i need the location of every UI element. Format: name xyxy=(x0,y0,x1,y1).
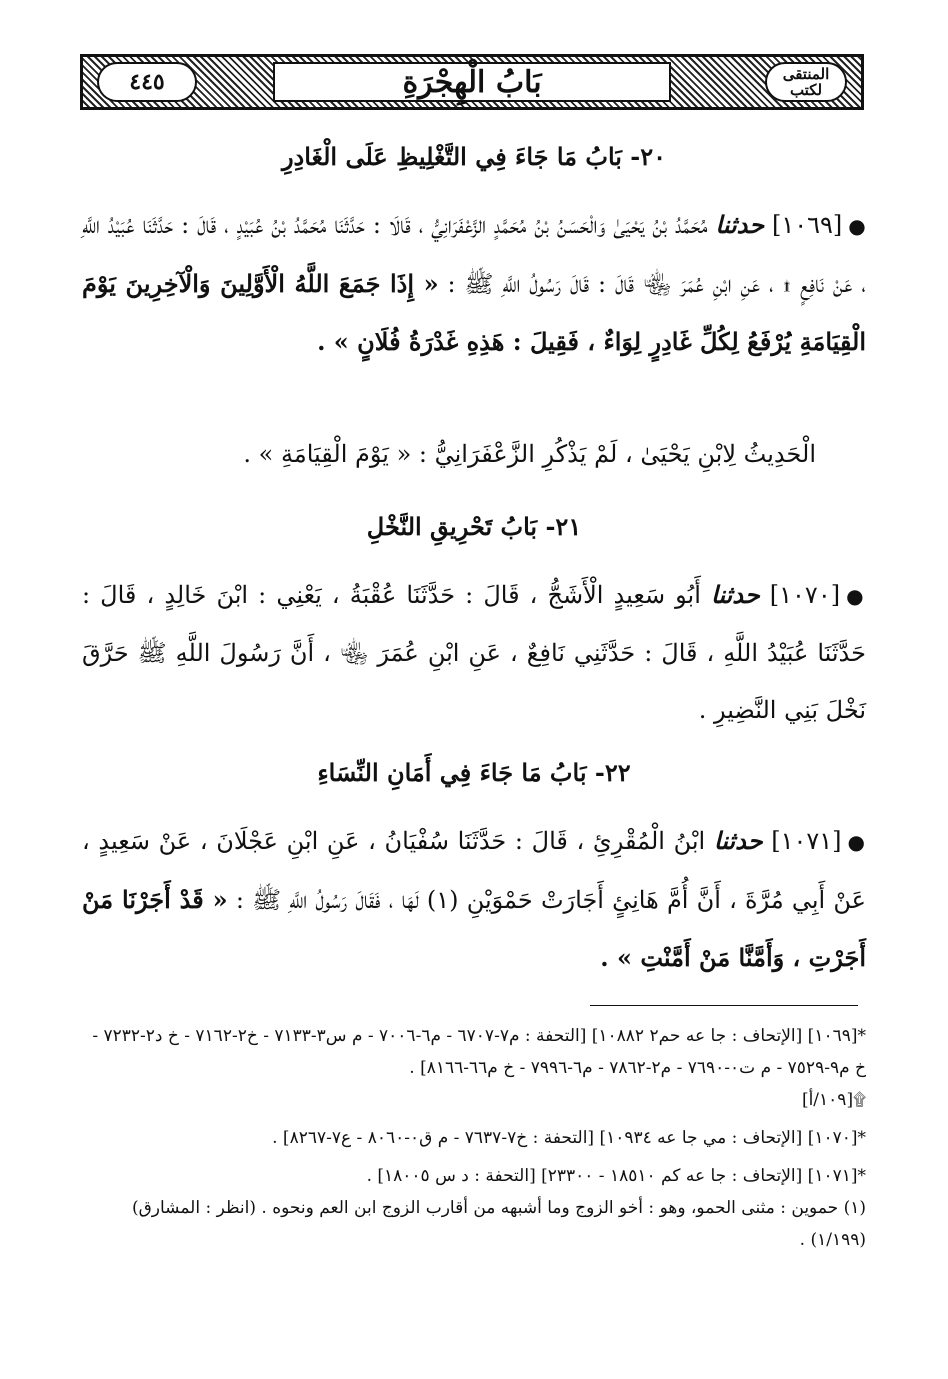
page-number: ٤٤٥ xyxy=(97,62,197,102)
chapter-heading-22: ٢٢- بَابُ مَا جَاءَ فِي أَمَانِ النِّسَاءِ xyxy=(317,758,631,787)
hadith-paragraph xyxy=(82,812,866,987)
hadith-number: [١٠٧٠] xyxy=(769,581,841,609)
footnote-hamwayn: (١) حموين : مثنى الحمو، وهو : أخو الزوج وما أشبهه من أقارب الزوج ابن العم ونحوه . (انظر : المشارق) (١/١٩٩) . xyxy=(131,1198,866,1250)
hadith-1070 xyxy=(82,566,866,739)
footnote-1071: *[١٠٧١] [الإتحاف : جا عه كم ١٨٥١٠ - ٢٣٣٠٠] [التحفة : د س ١٨٠٠٥] . xyxy=(366,1166,866,1186)
footnotes xyxy=(82,1020,866,1256)
hadith-paragraph xyxy=(82,196,866,371)
chapter-heading-20: ٢٠- بَابُ مَا جَاءَ فِي التَّغْلِيظِ عَلَى الْغَادِرِ xyxy=(281,142,667,171)
bullet-icon: ● xyxy=(846,584,866,608)
narration-note-text: الْحَدِيثُ لِابْنِ يَحْيَىٰ ، لَمْ يَذْكُرِ الزَّعْفَرَانِيُّ : « يَوْمَ الْقِيَامَةِ » . xyxy=(243,440,816,468)
isnad-text: أَبُو سَعِيدٍ الْأَشَجُّ ، قَالَ : حَدَّثَنَا عُقْبَةُ ، يَعْنِي : ابْنَ خَالِدٍ ، قَالَ : حَدَّثَنَا عُبَيْدُ اللَّهِ ، قَالَ : حَدَّثَنِي نَافِعٌ ، عَنِ ابْنِ عُمَرَ ﵄ ، أَنَّ رَسُولَ اللَّهِ ﷺ حَرَّقَ نَخْلَ بَنِي النَّضِيرِ . xyxy=(82,581,866,724)
hadith-paragraph xyxy=(82,566,866,739)
narration-note xyxy=(82,426,866,483)
hadith-1071 xyxy=(82,812,866,987)
running-title: بَابُ الْهِجْرَةِ xyxy=(273,62,671,102)
haddathana-mark: حدثنا xyxy=(711,580,760,609)
haddathana-mark: حدثنا xyxy=(715,210,765,239)
hadith-number: [١٠٧١] xyxy=(771,827,842,855)
hadith-number: [١٠٦٩] xyxy=(771,211,843,239)
footnote-1070: *[١٠٧٠] [الإتحاف : مي جا عه ١٠٩٣٤] [التحفة : خ٧-٧٦٣٧ - م ق٠-٨٠٦٠ - ع٧-٨٢٦٧] . xyxy=(272,1128,866,1148)
isnad-text: مُحَمَّدُ بْنُ يَحْيَىٰ وَالْحَسَنُ بْنُ مُحَمَّدٍ الزَّعْفَرَانِيُّ ، قَالَا : حَدَّثَنَا مُحَمَّدُ بْنُ عُبَيْدٍ ، قَالَ : حَدَّثَنَا عُبَيْدُ اللَّهِ ، عَنْ نَافِعٍ ۩ ، عَنِ ابْنِ عُمَرَ ﵄ قَالَ : قَالَ رَسُولُ اللَّهِ ﷺ : xyxy=(82,211,866,298)
page-header xyxy=(80,54,864,110)
hadith-1069 xyxy=(82,196,866,371)
haddathana-mark: حدثنا xyxy=(713,826,763,855)
matn-quote: « إِذَا جَمَعَ اللَّهُ الْأَوَّلِينَ وَالْآخِرِينَ يَوْمَ الْقِيَامَةِ يُرْفَعُ لِكُلِّ غَادِرٍ لِوَاءٌ ، فَقِيلَ : هَذِهِ غَدْرَةُ فُلَانٍ » . xyxy=(82,269,866,356)
folio-marker: ۩[١٠٩/أ] xyxy=(801,1090,866,1110)
isnad-text: ابْنُ الْمُقْرِئِ ، قَالَ : حَدَّثَنَا سُفْيَانُ ، عَنِ ابْنِ عَجْلَانَ ، عَنْ سَعِيدٍ ، عَنْ أَبِي مُرَّةَ ، أَنَّ أُمَّ هَانِئٍ أَجَارَتْ حَمْوَيْنِ (١) لَهَا ، فَقَالَ رَسُولُ اللَّهِ ﷺ : xyxy=(82,827,866,914)
chapter-heading-21: ٢١- بَابُ تَحْرِيقِ النَّخْلِ xyxy=(366,512,582,541)
publisher-emblem: المنتقى لكتب xyxy=(765,62,847,102)
footnote-1069: *[١٠٦٩] [الإتحاف : جا عه حم٢ ١٠٨٨٢] [التحفة : م٧-٦٧٠٧ - م٦-٧٠٠٦ - م س٣-٧١٣٣ - خ٢-٧١٦٢ - خ د٢-٧٢٣٢ - خ م٩-٧٥٢٩ - م ت٠-٧٦٩٠ - م٢-٧٨٦٢ - م٦-٧٩٩٦ - خ م٦٦-٨١٦٦] . xyxy=(92,1026,866,1078)
bullet-icon: ● xyxy=(847,830,866,854)
matn-quote: « قَدْ أَجَرْنَا مَنْ أَجَرْتِ ، وَأَمَّنَّا مَنْ أَمَّنْتِ » . xyxy=(82,885,866,972)
bullet-icon: ● xyxy=(848,214,867,238)
footnote-separator xyxy=(590,1005,858,1006)
